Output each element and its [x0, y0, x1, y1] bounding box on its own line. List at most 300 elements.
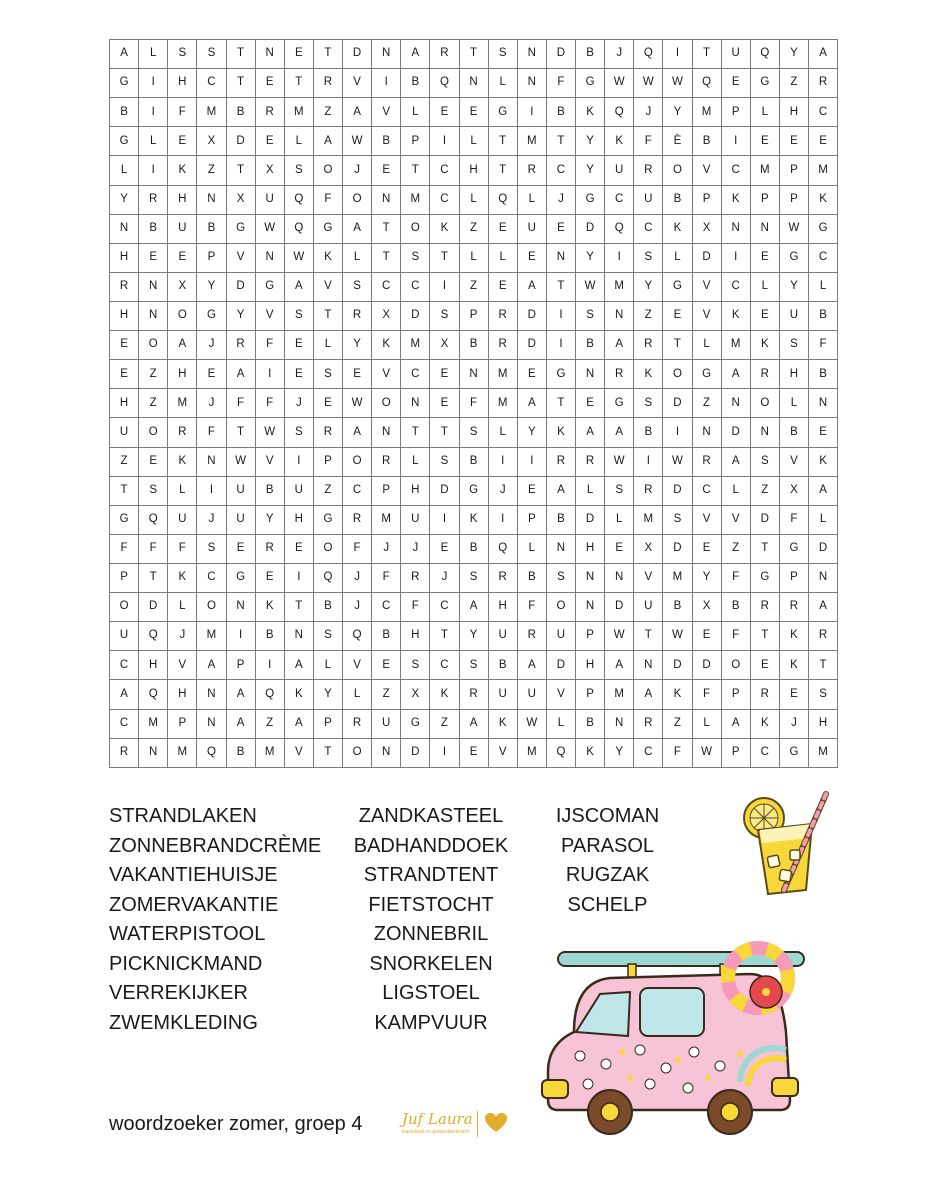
- grid-row: [110, 156, 838, 185]
- grid-cell: W: [284, 243, 313, 272]
- grid-cell: B: [255, 476, 284, 505]
- grid-cell: E: [546, 214, 575, 243]
- grid-cell: R: [343, 709, 372, 738]
- grid-cell: N: [197, 680, 226, 709]
- grid-cell: A: [517, 651, 546, 680]
- grid-cell: Z: [255, 709, 284, 738]
- grid-cell: L: [663, 243, 692, 272]
- grid-cell: E: [809, 127, 838, 156]
- grid-cell: A: [343, 418, 372, 447]
- grid-cell: N: [605, 563, 634, 592]
- grid-cell: H: [401, 476, 430, 505]
- grid-cell: E: [809, 418, 838, 447]
- grid-cell: H: [809, 709, 838, 738]
- grid-cell: H: [110, 389, 139, 418]
- grid-cell: Q: [284, 214, 313, 243]
- word-item: VAKANTIEHUISJE: [109, 864, 278, 886]
- grid-cell: Z: [750, 476, 779, 505]
- grid-cell: P: [750, 185, 779, 214]
- grid-cell: M: [197, 98, 226, 127]
- grid-cell: V: [313, 272, 342, 301]
- grid-cell: F: [459, 389, 488, 418]
- grid-cell: N: [197, 447, 226, 476]
- grid-cell: P: [313, 709, 342, 738]
- grid-row: [110, 40, 838, 69]
- grid-row: [110, 69, 838, 98]
- grid-cell: V: [488, 738, 517, 767]
- grid-cell: M: [488, 389, 517, 418]
- grid-cell: T: [488, 127, 517, 156]
- word-item: RUGZAK: [565, 864, 650, 886]
- grid-cell: L: [313, 331, 342, 360]
- grid-cell: P: [576, 680, 605, 709]
- grid-cell: I: [517, 447, 546, 476]
- grid-cell: R: [168, 418, 197, 447]
- grid-cell: I: [546, 331, 575, 360]
- grid-cell: M: [372, 505, 401, 534]
- grid-cell: D: [430, 476, 459, 505]
- grid-cell: T: [110, 476, 139, 505]
- grid-cell: V: [372, 98, 401, 127]
- grid-cell: L: [459, 185, 488, 214]
- grid-cell: K: [721, 301, 750, 330]
- grid-cell: A: [576, 418, 605, 447]
- grid-cell: Z: [721, 534, 750, 563]
- grid-cell: H: [110, 301, 139, 330]
- grid-cell: M: [255, 738, 284, 767]
- grid-cell: M: [517, 127, 546, 156]
- grid-cell: E: [692, 534, 721, 563]
- grid-cell: I: [430, 272, 459, 301]
- grid-cell: T: [401, 156, 430, 185]
- grid-cell: O: [546, 593, 575, 622]
- grid-cell: B: [313, 593, 342, 622]
- grid-row: [110, 680, 838, 709]
- grid-cell: L: [779, 389, 808, 418]
- grid-cell: U: [634, 593, 663, 622]
- grid-cell: O: [110, 593, 139, 622]
- grid-row: [110, 593, 838, 622]
- worksheet-title: woordzoeker zomer, groep 4: [109, 1113, 363, 1135]
- grid-cell: K: [168, 563, 197, 592]
- grid-cell: E: [255, 127, 284, 156]
- grid-cell: H: [401, 622, 430, 651]
- grid-cell: E: [721, 69, 750, 98]
- grid-cell: S: [313, 622, 342, 651]
- grid-cell: P: [372, 476, 401, 505]
- grid-row: [110, 534, 838, 563]
- grid-cell: V: [343, 69, 372, 98]
- grid-cell: K: [809, 447, 838, 476]
- grid-cell: N: [372, 738, 401, 767]
- grid-cell: H: [284, 505, 313, 534]
- grid-cell: E: [459, 98, 488, 127]
- grid-cell: J: [343, 563, 372, 592]
- grid-cell: C: [634, 738, 663, 767]
- grid-cell: S: [809, 680, 838, 709]
- grid-cell: Q: [750, 40, 779, 69]
- grid-cell: K: [721, 185, 750, 214]
- grid-cell: Q: [197, 738, 226, 767]
- grid-cell: N: [459, 360, 488, 389]
- grid-cell: P: [110, 563, 139, 592]
- grid-cell: Z: [110, 447, 139, 476]
- grid-cell: C: [721, 156, 750, 185]
- grid-cell: T: [488, 156, 517, 185]
- word-item: FIETSTOCHT: [368, 893, 494, 916]
- grid-cell: R: [576, 447, 605, 476]
- grid-cell: E: [750, 301, 779, 330]
- grid-cell: B: [372, 127, 401, 156]
- grid-cell: I: [430, 505, 459, 534]
- word-list-column-2: [336, 802, 526, 1038]
- grid-cell: H: [168, 185, 197, 214]
- grid-cell: X: [255, 156, 284, 185]
- grid-cell: C: [401, 360, 430, 389]
- grid-cell: K: [284, 680, 313, 709]
- grid-cell: L: [576, 476, 605, 505]
- grid-cell: G: [110, 505, 139, 534]
- grid-cell: A: [605, 418, 634, 447]
- grid-cell: A: [343, 214, 372, 243]
- grid-cell: F: [168, 98, 197, 127]
- grid-cell: M: [401, 331, 430, 360]
- grid-cell: I: [284, 447, 313, 476]
- grid-cell: R: [750, 680, 779, 709]
- grid-cell: E: [226, 534, 255, 563]
- grid-cell: W: [255, 214, 284, 243]
- grid-cell: E: [197, 360, 226, 389]
- grid-cell: B: [692, 127, 721, 156]
- grid-cell: F: [226, 389, 255, 418]
- grid-cell: R: [430, 40, 459, 69]
- grid-cell: S: [139, 476, 168, 505]
- grid-cell: H: [110, 243, 139, 272]
- grid-cell: F: [546, 69, 575, 98]
- grid-cell: P: [721, 680, 750, 709]
- grid-cell: K: [809, 185, 838, 214]
- grid-cell: D: [546, 40, 575, 69]
- grid-cell: P: [517, 505, 546, 534]
- grid-cell: R: [634, 331, 663, 360]
- grid-cell: A: [168, 331, 197, 360]
- grid-cell: E: [343, 360, 372, 389]
- grid-cell: T: [139, 563, 168, 592]
- grid-cell: A: [284, 709, 313, 738]
- grid-cell: M: [634, 505, 663, 534]
- grid-cell: R: [634, 709, 663, 738]
- grid-cell: O: [197, 593, 226, 622]
- grid-cell: C: [197, 69, 226, 98]
- word-list-column-1: [109, 802, 321, 1038]
- grid-cell: F: [168, 534, 197, 563]
- grid-cell: T: [546, 389, 575, 418]
- grid-cell: H: [576, 534, 605, 563]
- grid-cell: C: [634, 214, 663, 243]
- grid-cell: P: [459, 301, 488, 330]
- grid-row: [110, 447, 838, 476]
- grid-cell: E: [517, 243, 546, 272]
- grid-cell: E: [110, 331, 139, 360]
- word-list-column-3: [545, 802, 670, 920]
- grid-cell: J: [284, 389, 313, 418]
- grid-cell: G: [779, 738, 808, 767]
- grid-cell: A: [721, 709, 750, 738]
- grid-cell: G: [459, 476, 488, 505]
- grid-cell: K: [779, 622, 808, 651]
- grid-cell: T: [750, 622, 779, 651]
- grid-cell: Y: [197, 272, 226, 301]
- grid-cell: F: [255, 331, 284, 360]
- grid-row: [110, 389, 838, 418]
- grid-cell: X: [634, 534, 663, 563]
- grid-cell: S: [401, 651, 430, 680]
- grid-cell: A: [110, 680, 139, 709]
- grid-cell: B: [576, 709, 605, 738]
- grid-cell: W: [343, 127, 372, 156]
- grid-cell: E: [284, 534, 313, 563]
- grid-cell: L: [488, 418, 517, 447]
- grid-cell: K: [605, 127, 634, 156]
- grid-cell: S: [284, 301, 313, 330]
- grid-cell: C: [430, 156, 459, 185]
- grid-cell: S: [663, 505, 692, 534]
- grid-cell: M: [809, 738, 838, 767]
- grid-cell: E: [430, 534, 459, 563]
- grid-cell: S: [459, 651, 488, 680]
- brand-divider: [477, 1111, 478, 1137]
- grid-cell: W: [605, 69, 634, 98]
- grid-cell: F: [197, 418, 226, 447]
- grid-cell: R: [226, 331, 255, 360]
- grid-cell: N: [459, 69, 488, 98]
- grid-cell: A: [284, 651, 313, 680]
- word-item: SNORKELEN: [369, 952, 493, 975]
- grid-cell: I: [430, 738, 459, 767]
- grid-cell: B: [197, 214, 226, 243]
- brand-name: Juf Laura: [402, 1110, 473, 1128]
- grid-cell: N: [139, 738, 168, 767]
- grid-cell: N: [110, 214, 139, 243]
- grid-cell: U: [226, 476, 255, 505]
- grid-cell: U: [546, 622, 575, 651]
- grid-cell: L: [809, 272, 838, 301]
- grid-cell: U: [488, 680, 517, 709]
- grid-cell: I: [372, 69, 401, 98]
- grid-cell: G: [401, 709, 430, 738]
- grid-cell: N: [809, 389, 838, 418]
- grid-cell: K: [313, 243, 342, 272]
- grid-cell: L: [459, 127, 488, 156]
- grid-row: [110, 185, 838, 214]
- grid-cell: P: [692, 185, 721, 214]
- grid-cell: R: [459, 680, 488, 709]
- grid-cell: U: [721, 40, 750, 69]
- grid-cell: O: [401, 214, 430, 243]
- grid-cell: D: [576, 214, 605, 243]
- grid-cell: D: [343, 40, 372, 69]
- grid-cell: H: [779, 98, 808, 127]
- heart-icon: [484, 1112, 508, 1134]
- grid-cell: N: [809, 563, 838, 592]
- grid-cell: V: [284, 738, 313, 767]
- grid-cell: R: [605, 360, 634, 389]
- grid-cell: F: [692, 680, 721, 709]
- grid-cell: È: [663, 127, 692, 156]
- grid-cell: S: [634, 389, 663, 418]
- grid-cell: I: [663, 40, 692, 69]
- grid-cell: R: [488, 301, 517, 330]
- word-item: KAMPVUUR: [374, 1011, 488, 1034]
- grid-cell: D: [663, 476, 692, 505]
- grid-cell: T: [313, 40, 342, 69]
- grid-cell: K: [488, 709, 517, 738]
- grid-cell: Q: [430, 69, 459, 98]
- grid-cell: V: [779, 447, 808, 476]
- grid-cell: N: [721, 389, 750, 418]
- grid-cell: D: [663, 534, 692, 563]
- grid-cell: T: [459, 40, 488, 69]
- grid-cell: G: [313, 214, 342, 243]
- lemonade-glass-icon: [738, 790, 838, 900]
- grid-cell: N: [634, 651, 663, 680]
- grid-cell: Z: [459, 214, 488, 243]
- grid-cell: L: [517, 185, 546, 214]
- grid-cell: G: [313, 505, 342, 534]
- grid-cell: S: [430, 447, 459, 476]
- grid-cell: E: [168, 127, 197, 156]
- grid-cell: Q: [284, 185, 313, 214]
- grid-cell: G: [226, 214, 255, 243]
- grid-cell: X: [168, 272, 197, 301]
- grid-cell: I: [546, 301, 575, 330]
- grid-cell: Y: [605, 738, 634, 767]
- grid-cell: J: [401, 534, 430, 563]
- grid-cell: L: [692, 331, 721, 360]
- grid-cell: Z: [459, 272, 488, 301]
- grid-cell: O: [343, 185, 372, 214]
- grid-cell: L: [605, 505, 634, 534]
- grid-cell: G: [110, 127, 139, 156]
- grid-cell: J: [197, 331, 226, 360]
- grid-cell: P: [226, 651, 255, 680]
- grid-row: [110, 243, 838, 272]
- grid-cell: K: [546, 418, 575, 447]
- grid-cell: E: [517, 360, 546, 389]
- grid-cell: G: [226, 563, 255, 592]
- grid-cell: E: [139, 447, 168, 476]
- word-item: PARASOL: [561, 834, 654, 857]
- grid-cell: R: [488, 331, 517, 360]
- grid-cell: A: [721, 360, 750, 389]
- grid-cell: U: [110, 418, 139, 447]
- grid-cell: P: [576, 622, 605, 651]
- grid-cell: L: [168, 476, 197, 505]
- grid-cell: W: [663, 622, 692, 651]
- grid-cell: L: [517, 534, 546, 563]
- grid-cell: M: [663, 563, 692, 592]
- grid-cell: Q: [313, 563, 342, 592]
- grid-cell: Z: [663, 709, 692, 738]
- grid-cell: C: [372, 593, 401, 622]
- grid-cell: D: [750, 505, 779, 534]
- grid-cell: R: [750, 360, 779, 389]
- grid-cell: T: [313, 738, 342, 767]
- grid-cell: S: [750, 447, 779, 476]
- grid-cell: Q: [139, 680, 168, 709]
- grid-cell: A: [343, 98, 372, 127]
- grid-cell: N: [605, 709, 634, 738]
- grid-cell: T: [430, 418, 459, 447]
- grid-cell: E: [430, 389, 459, 418]
- brand-tagline: klaslokaal en groepsleerkracht: [402, 1129, 470, 1135]
- grid-cell: L: [139, 127, 168, 156]
- grid-cell: R: [255, 98, 284, 127]
- grid-cell: U: [255, 185, 284, 214]
- grid-cell: R: [779, 593, 808, 622]
- grid-cell: T: [284, 593, 313, 622]
- grid-cell: L: [692, 709, 721, 738]
- grid-cell: K: [576, 738, 605, 767]
- grid-cell: S: [197, 534, 226, 563]
- grid-cell: P: [168, 709, 197, 738]
- grid-cell: Q: [692, 69, 721, 98]
- grid-cell: D: [226, 127, 255, 156]
- grid-cell: A: [809, 40, 838, 69]
- grid-cell: U: [226, 505, 255, 534]
- grid-cell: K: [168, 156, 197, 185]
- grid-cell: O: [721, 651, 750, 680]
- grid-cell: M: [401, 185, 430, 214]
- grid-cell: T: [430, 243, 459, 272]
- grid-cell: R: [546, 447, 575, 476]
- grid-cell: W: [779, 214, 808, 243]
- grid-cell: I: [255, 360, 284, 389]
- grid-cell: P: [779, 156, 808, 185]
- grid-cell: A: [605, 331, 634, 360]
- grid-cell: J: [779, 709, 808, 738]
- grid-cell: L: [488, 69, 517, 98]
- grid-cell: I: [139, 156, 168, 185]
- grid-cell: T: [226, 40, 255, 69]
- grid-cell: K: [663, 214, 692, 243]
- grid-cell: E: [517, 476, 546, 505]
- grid-cell: M: [605, 272, 634, 301]
- grid-cell: M: [517, 738, 546, 767]
- grid-cell: F: [721, 622, 750, 651]
- grid-cell: N: [197, 709, 226, 738]
- grid-cell: G: [779, 534, 808, 563]
- grid-row: [110, 651, 838, 680]
- grid-cell: B: [634, 418, 663, 447]
- grid-cell: G: [779, 243, 808, 272]
- grid-cell: G: [605, 389, 634, 418]
- grid-cell: B: [226, 98, 255, 127]
- grid-cell: T: [750, 534, 779, 563]
- grid-cell: V: [255, 447, 284, 476]
- grid-cell: U: [168, 505, 197, 534]
- grid-cell: A: [401, 40, 430, 69]
- grid-cell: R: [809, 622, 838, 651]
- grid-cell: P: [721, 738, 750, 767]
- grid-cell: H: [168, 680, 197, 709]
- grid-cell: O: [663, 360, 692, 389]
- grid-cell: K: [168, 447, 197, 476]
- grid-cell: N: [372, 418, 401, 447]
- grid-cell: F: [110, 534, 139, 563]
- word-item: IJSCOMAN: [555, 805, 660, 827]
- grid-cell: K: [750, 331, 779, 360]
